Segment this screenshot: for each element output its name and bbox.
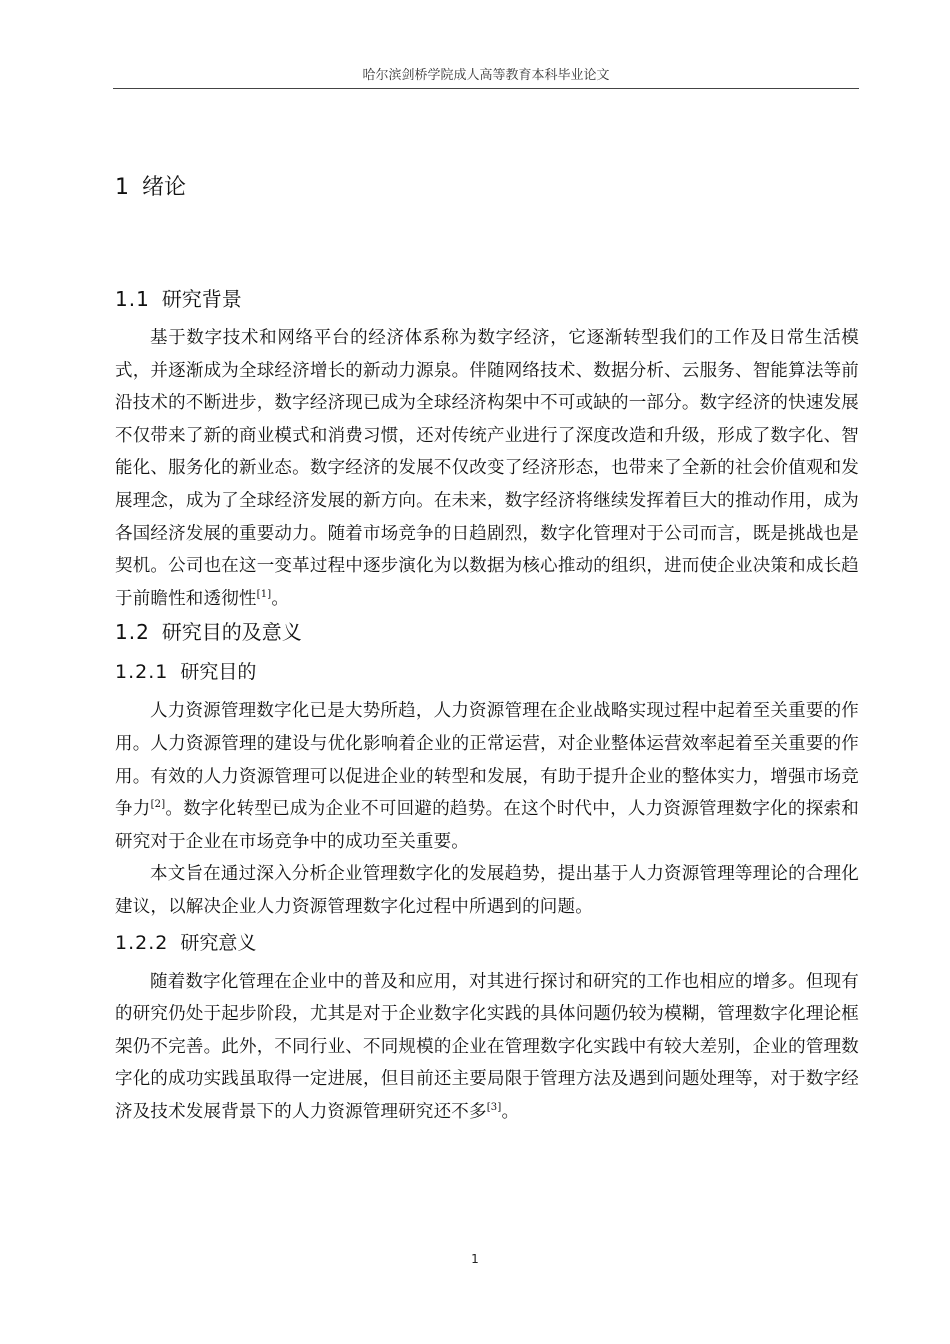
subsection-title: 研究目的 <box>180 661 257 684</box>
header-rule <box>113 88 859 89</box>
subsection-number: 1.2.2 <box>115 931 169 954</box>
section-heading-1-2 <box>115 615 859 649</box>
section-number: 1.1 <box>115 287 150 311</box>
chapter-number: 1 <box>115 175 130 200</box>
citation-ref-1: [1] <box>256 588 272 600</box>
paragraph-text-end: 。数字化转型已成为企业不可回避的趋势。在这个时代中，人力资源管理数字化的探索和研究对于企业在市场竞争中的成功至关重要。 <box>115 799 859 852</box>
subsection-heading-1-2-1 <box>115 655 859 689</box>
paragraph-text: 随着数字化管理在企业中的普及和应用，对其进行探讨和研究的工作也相应的增多。但现有的研究仍处于起步阶段，尤其是对于企业数字化实践的具体问题仍较为模糊，管理数字化理论框架仍不完善。此外，不同行业、不同规模的企业在管理数字化实践中有较大差别，企业的管理数字化的成功实践虽取得一定进展，但目前还主要局限于管理方法及遇到问题处理等，对于数字经济及技术发展背景下的人力资源管理研究还不多 <box>115 971 859 1122</box>
section-heading-1-1 <box>115 282 859 316</box>
paragraph-text: 人力资源管理数字化已是大势所趋，人力资源管理在企业战略实现过程中起着至关重要的作用。人力资源管理的建设与优化影响着企业的正常运营，对企业整体运营效率起着至关重要的作用。有效的人力资源管理可以促进企业的转型和发展，有助于提升企业的整体实力，增强市场竞争力 <box>115 701 859 820</box>
chapter-title: 绪论 <box>142 175 187 200</box>
chapter-heading <box>115 170 859 206</box>
paragraph-purpose-2: 本文旨在通过深入分析企业管理数字化的发展趋势，提出基于人力资源管理等理论的合理化建议，以解决企业人力资源管理数字化过程中所遇到的问题。 <box>115 864 859 917</box>
paragraph-text: 基于数字技术和网络平台的经济体系称为数字经济，它逐渐转型我们的工作及日常生活模式，并逐渐成为全球经济增长的新动力源泉。伴随网络技术、数据分析、云服务、智能算法等前沿技术的不断进步，数字经济现已成为全球经济构架中不可或缺的一部分。数字经济的快速发展不仅带来了新的商业模式和消费习惯，还对传统产业进行了深度改造和升级，形成了数字化、智能化、服务化的新业态。数字经济的发展不仅改变了经济形态，也带来了全新的社会价值观和发展理念，成为了全球经济发展的新方向。在未来，数字经济将继续发挥着巨大的推动作用，成为各国经济发展的重要动力。随着市场竞争的日趋剧烈，数字化管理对于公司而言，既是挑战也是契机。公司也在这一变革过程中逐步演化为以数据为核心推动的组织，进而使企业决策和成长趋于前瞻性和透彻性 <box>115 328 859 609</box>
citation-ref-2: [2] <box>150 799 166 811</box>
subsection-number: 1.2.1 <box>115 661 169 684</box>
running-header: 哈尔滨剑桥学院成人高等教育本科毕业论文 <box>362 68 610 83</box>
section-number: 1.2 <box>115 620 150 645</box>
page-content <box>115 170 859 1128</box>
subsection-title: 研究意义 <box>180 931 257 954</box>
paragraph-text-end: 。 <box>501 1101 520 1122</box>
page-number: 1 <box>471 1252 479 1266</box>
paragraph-purpose-1 <box>115 695 859 858</box>
paragraph-significance <box>115 966 859 1129</box>
paragraph-text-end: 。 <box>271 588 290 609</box>
citation-ref-3: [3] <box>486 1101 502 1113</box>
section-title: 研究目的及意义 <box>161 620 302 645</box>
paragraph-background <box>115 322 859 615</box>
section-title: 研究背景 <box>161 287 242 311</box>
subsection-heading-1-2-2 <box>115 926 859 960</box>
